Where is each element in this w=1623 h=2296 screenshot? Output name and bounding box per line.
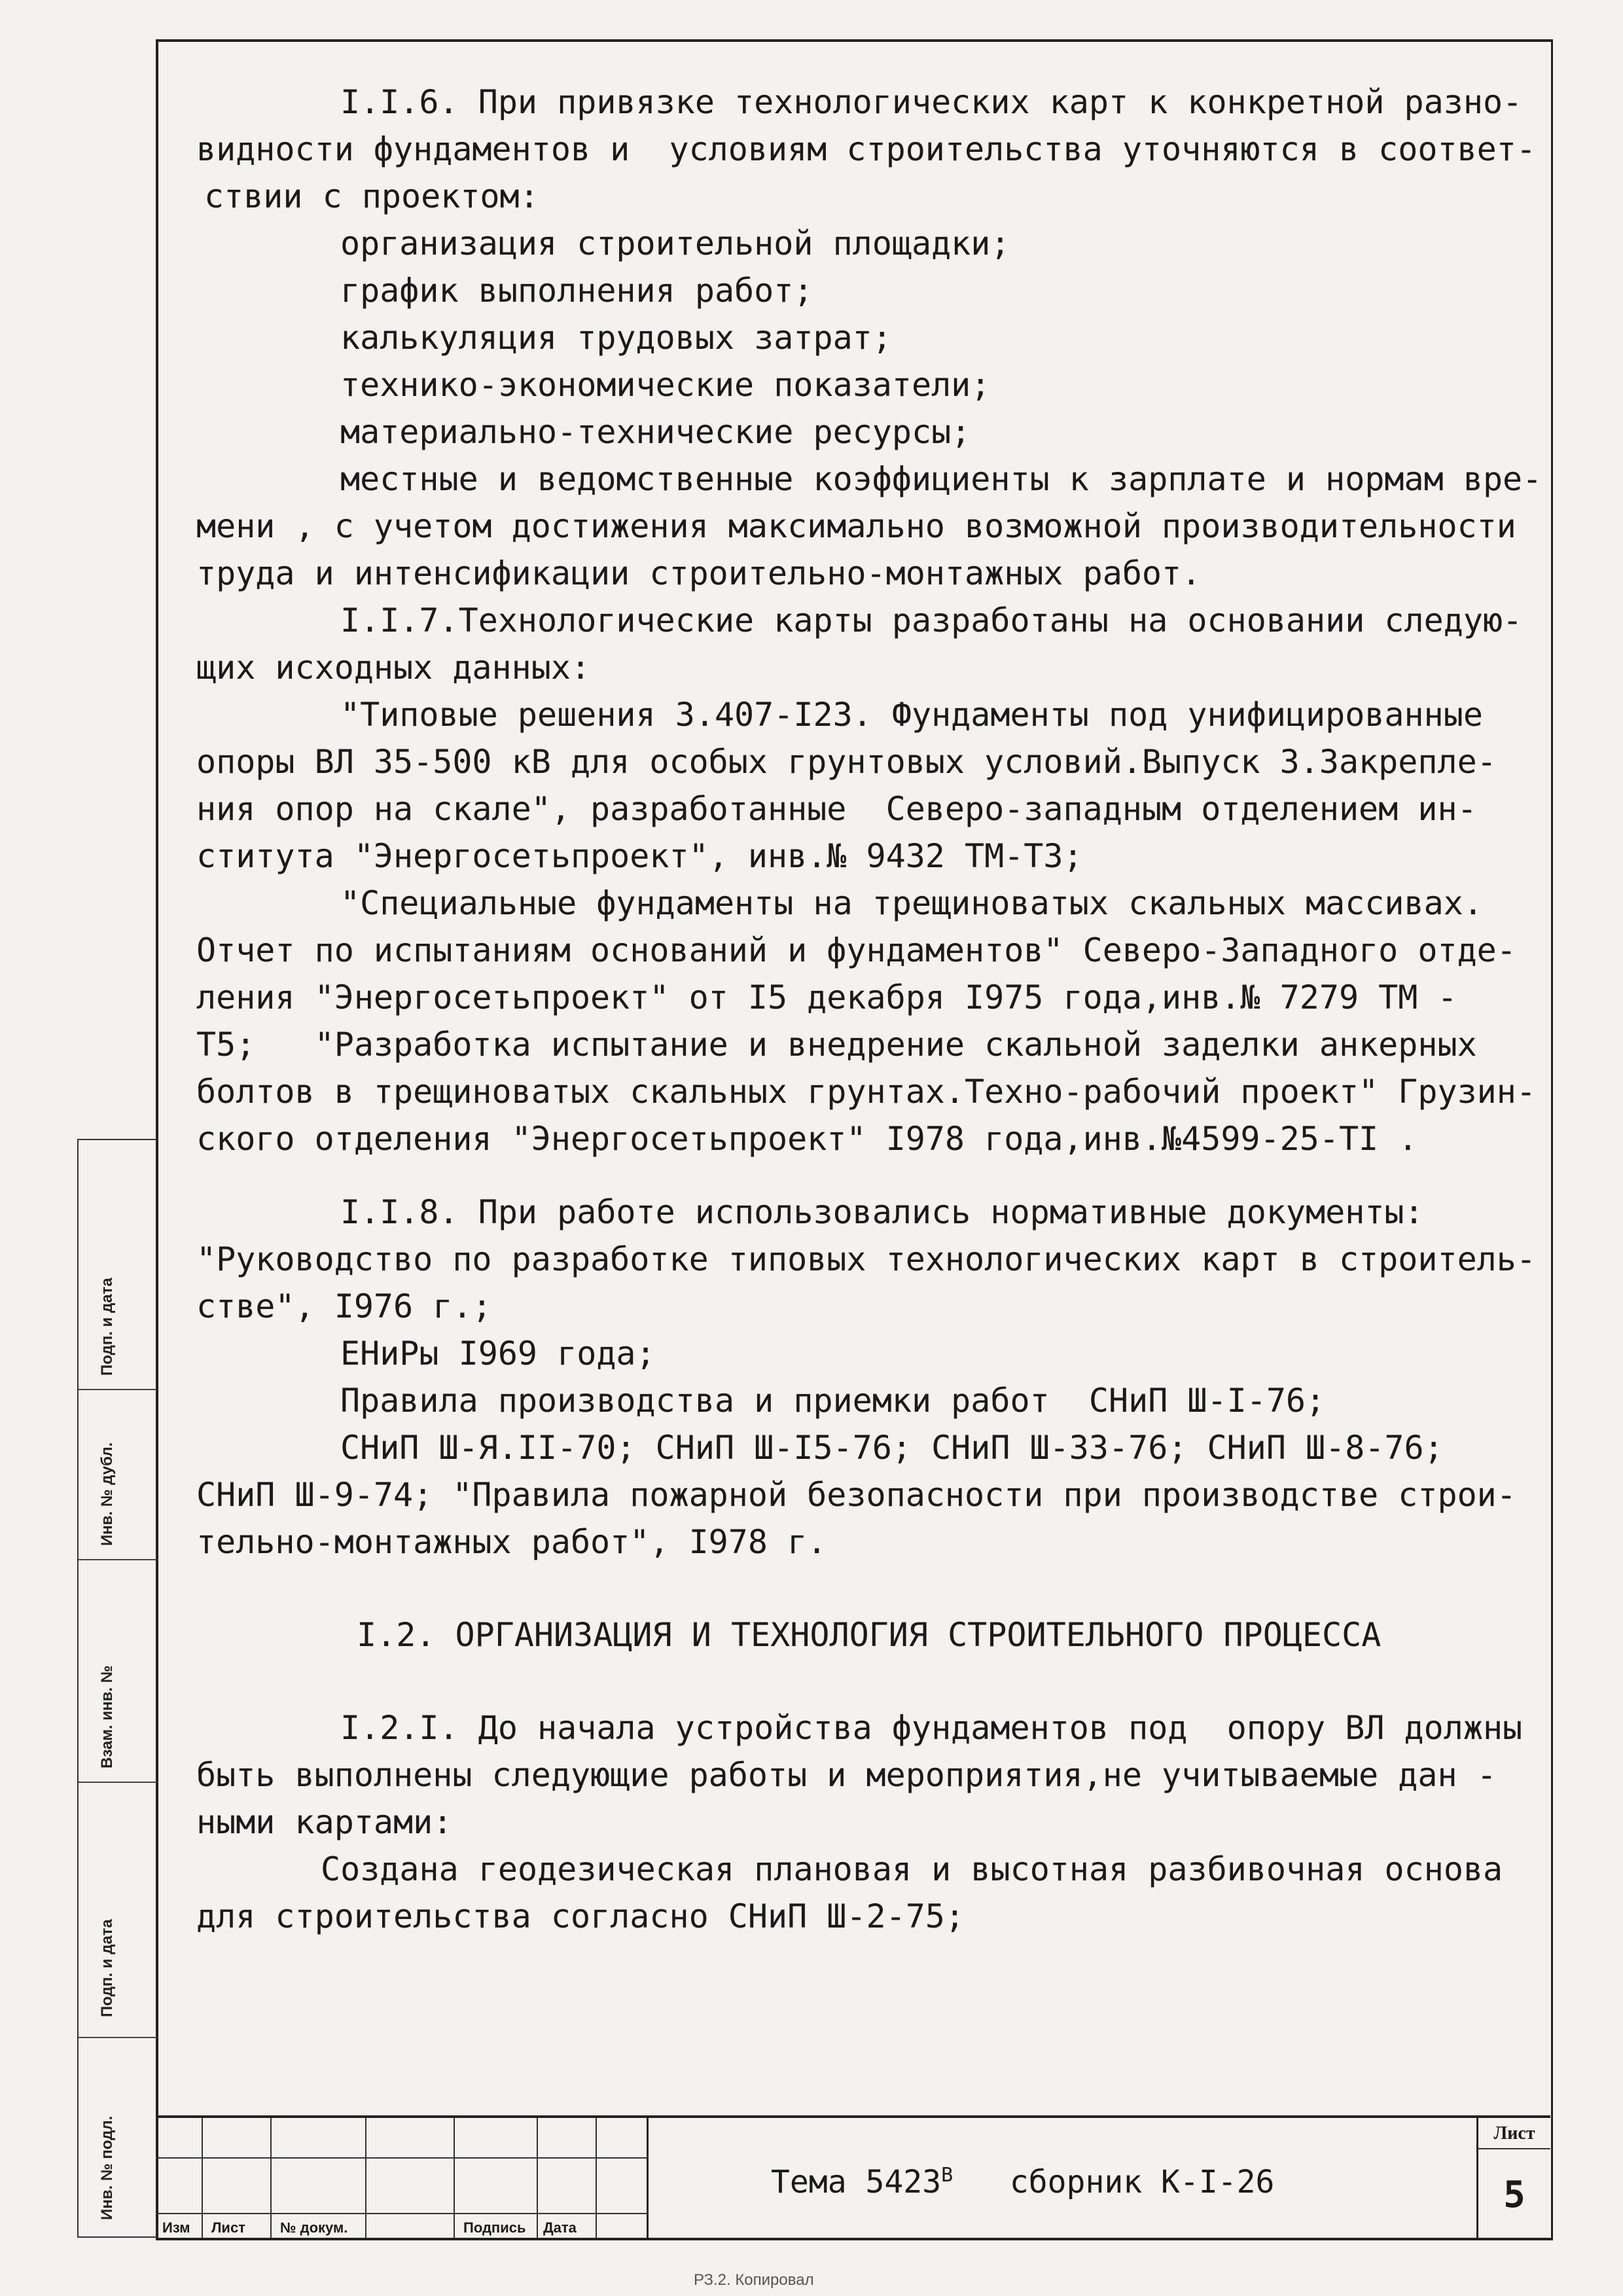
grid-line <box>156 2157 647 2159</box>
document-body <box>196 79 1543 1940</box>
text-line: быть выполнены следующие работы и мероприятия,не учитываемые дан - <box>196 1756 1497 1794</box>
text-line: "Типовые решения 3.407-I23. Фундаменты под унифицированные <box>340 696 1483 734</box>
footer-text: РЗ.2. Копировал <box>694 2271 814 2289</box>
side-cell-divider <box>79 2037 157 2038</box>
text-line: тельно-монтажных работ", I978 г. <box>196 1523 827 1561</box>
col-docnum: № докум. <box>280 2219 348 2236</box>
text-line: видности фундаментов и условиям строительства уточняются в соответ- <box>196 130 1536 168</box>
text-line: для строительства согласно СНиП Ш-2-75; <box>196 1897 965 1935</box>
list-item: материально-технические ресурсы; <box>340 413 971 451</box>
side-label-inv-dubl: Инв. № дубл. <box>98 1442 116 1546</box>
side-cell-divider <box>79 1389 157 1390</box>
grid-line <box>365 2118 366 2238</box>
grid-line <box>202 2118 203 2238</box>
tema: Тема 5423 <box>771 2164 942 2200</box>
sheet-label: Лист <box>1478 2123 1550 2149</box>
tema-suffix: В <box>941 2164 954 2187</box>
grid-line <box>156 2213 647 2214</box>
text-line: I.I.6. При привязке технологических карт к конкретной разно- <box>340 83 1523 121</box>
list-item: СНиП Ш-Я.II-70; СНиП Ш-I5-76; СНиП Ш-33-76; СНиП Ш-8-76; <box>340 1429 1444 1467</box>
list-item: технико-экономические показатели; <box>340 366 991 404</box>
text-line: I.I.7.Технологические карты разработаны на основании следую- <box>340 601 1523 639</box>
text-line: СНиП Ш-9-74; "Правила пожарной безопасности при производстве строи- <box>196 1476 1516 1514</box>
text-line: Создана геодезическая плановая и высотная разбивочная основа <box>321 1850 1503 1888</box>
text-line: Отчет по испытаниям оснований и фундаментов" Северо-Западного отде- <box>196 931 1516 969</box>
list-item: ЕНиРы I969 года; <box>340 1335 656 1372</box>
list-item: Правила производства и приемки работ СНиП Ш-I-76; <box>340 1382 1326 1420</box>
text-line: мени , с учетом достижения максимально возможной производительности <box>196 507 1516 545</box>
grid-line <box>537 2118 538 2238</box>
grid-line <box>596 2118 597 2238</box>
side-cell-divider <box>79 1782 157 1783</box>
text-line: болтов в трещиноватых скальных грунтах.Техно-рабочий проект" Грузин- <box>196 1073 1536 1111</box>
sheet-box <box>1476 2118 1550 2238</box>
text-line: стве", I976 г.; <box>196 1287 492 1325</box>
text-line: ского отделения "Энергосетьпроект" I978 года,инв.№4599-25-ТI . <box>196 1120 1418 1158</box>
grid-line <box>454 2118 455 2238</box>
text-line: ления "Энергосетьпроект" от I5 декабря I975 года,инв.№ 7279 ТМ - <box>196 978 1457 1016</box>
text-line: ствии с проектом: <box>204 177 539 215</box>
side-label-vzam: Взам. инв. № <box>98 1665 116 1768</box>
title-block <box>156 2115 1550 2238</box>
list-item: местные и ведомственные коэффициенты к зарплате и нормам вре- <box>340 460 1543 498</box>
text-line: опоры ВЛ 35-500 кВ для особых грунтовых условий.Выпуск 3.Закрепле- <box>196 743 1497 781</box>
list-item: график выполнения работ; <box>340 272 813 310</box>
text-line: I.I.8. При работе использовались нормативные документы: <box>340 1193 1424 1231</box>
text-line: ститута "Энергосетьпроект", инв.№ 9432 ТМ-Т3; <box>196 837 1083 875</box>
sbornik: сборник К-I-26 <box>1009 2164 1275 2200</box>
side-stamp-strip <box>77 1139 157 2238</box>
document-title <box>771 2164 1274 2200</box>
text-line: "Руководство по разработке типовых технологических карт в строитель- <box>196 1240 1536 1278</box>
list-item: организация строительной площадки; <box>340 224 1010 262</box>
title-block-grid <box>156 2118 649 2238</box>
side-label-inv-podl: Инв. № подл. <box>98 2115 116 2220</box>
list-item: калькуляция трудовых затрат; <box>340 319 892 357</box>
text-line: Т5; "Разработка испытание и внедрение скальной заделки анкерных <box>196 1026 1477 1064</box>
side-cell-divider <box>79 1559 157 1560</box>
col-list: Лист <box>211 2219 245 2236</box>
side-label-podp-data: Подп. и дата <box>98 1919 116 2017</box>
text-line: ными картами: <box>196 1803 453 1841</box>
col-data: Дата <box>543 2219 577 2236</box>
text-line: щих исходных данных: <box>196 649 591 687</box>
side-label-podp-data-2: Подп. и дата <box>98 1278 116 1376</box>
text-line: труда и интенсификации строительно-монтажных работ. <box>196 554 1202 592</box>
text-line: ния опор на скале", разработанные Северо-западным отделением ин- <box>196 790 1477 828</box>
sheet-number: 5 <box>1503 2174 1525 2216</box>
text-line: I.2.I. До начала устройства фундаментов под опору ВЛ должны <box>340 1709 1523 1747</box>
grid-line <box>270 2118 272 2238</box>
col-podpis: Подпись <box>463 2219 526 2236</box>
text-line: "Специальные фундаменты на трещиноватых скальных массивах. <box>340 884 1483 922</box>
col-izm: Изм <box>162 2219 190 2236</box>
section-heading: I.2. ОРГАНИЗАЦИЯ И ТЕХНОЛОГИЯ СТРОИТЕЛЬНОГО ПРОЦЕССА <box>357 1616 1382 1654</box>
